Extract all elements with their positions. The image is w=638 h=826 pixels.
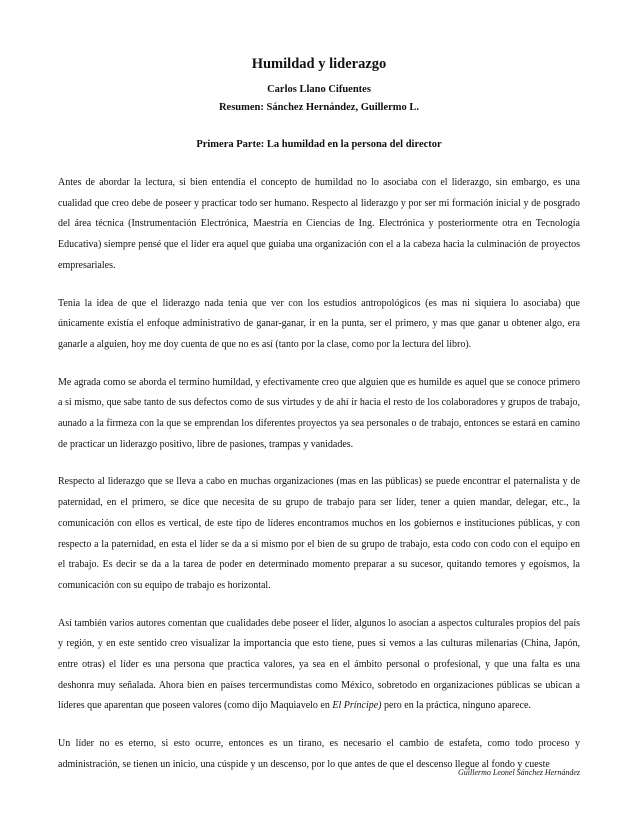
section-heading: Primera Parte: La humildad en la persona del director: [196, 139, 442, 150]
paragraph: Antes de abordar la lectura, si bien entendía el concepto de humildad no lo asociaba con el liderazgo, sin embargo, es una cualidad que creo debe de poseer y practicar todo ser humano. Respecto al liderazgo y por ser mi formación inicial y de posgrado del área técnica (Instrumentación Electrónica, Maestría en Ciencias de Ing. Electrónica y posteriormente otra en Tecnología Educativa) siempre pensé que el líder era aquel que guiaba una organización con el a la cabeza hacia la culminación de proyectos empresariales.: [58, 177, 580, 271]
paragraph: Respecto al liderazgo que se lleva a cabo en muchas organizaciones (mas en las públicas) se puede encontrar el paternalista y de paternidad, en el primero, se dice que necesita de su grupo de trabajo para ser líder, tener a quien mandar, delegar, etc., la comunicación con ellos es vertical, de este tipo de líderes encontramos muchos en los gobiernos e instituciones públicas, y con respecto a la paternidad, en esta el líder se da a si mismo por el bien de su grupo de trabajo, esta codo con codo con el equipo en el trabajo. Es decir se da a la tarea de poder en determinado momento preparar a su sucesor, quitando temores y egoísmos, la comunicación con su equipo de trabajo es horizontal.: [58, 476, 580, 591]
body-text: [58, 173, 580, 776]
book-title-emphasis: El Príncipe): [332, 700, 382, 712]
paragraph: Tenia la idea de que el liderazgo nada tenia que ver con los estudios antropológicos (es mas ni siquiera lo asociaba) que únicamente existía el enfoque administrativo de ganar-ganar, ir en la punta, ser el primero, y mas que ganar u obtener algo, era ganarle a alguien, hoy me doy cuenta de que no es así (tanto por la clase, como por la lectura del libro).: [58, 297, 580, 350]
document-title: Humildad y liderazgo: [251, 56, 387, 72]
author-line: Carlos Llano Cifuentes: [267, 84, 371, 95]
paragraph: Un líder no es eterno, si esto ocurre, entonces es un tirano, es necesario el cambio de estafeta, como todo proceso y administración, se tienen un inicio, una cúspide y un descenso, por lo que antes de que el descenso llegue al fondo y cueste: [58, 738, 580, 770]
paragraph: Me agrada como se aborda el termino humildad, y efectivamente creo que alguien que es humilde es aquel que se conoce primero a si mismo, que sabe tanto de sus defectos como de sus virtudes y de ahí ir hacia el resto de los colaboradores y grupos de trabajo, aunado a la firmeza con la que se emprendan los diferentes proyectos ya sea personales o de trabajo, entonces se estará en camino de practicar un liderazgo positivo, libre de pasiones, trampas y vanidades.: [58, 376, 580, 450]
paragraph-text: Así también varios autores comentan que cualidades debe poseer el líder, algunos lo asocian a aspectos culturales propios del país y región, y en este sentido creo visualizar la importancia que esto tiene, pues si vemos a las culturas milenarias (China, Japón, entre otras) el líder es una persona que practica valores, ya sea en el ámbito personal o profesional, y que una falta es una deshonra muy señalada. Ahora bien en países tercermundistas como México, sobretodo en organizaciones públicas se ubican a líderes que aparentan que poseen valores (como dijo Maquiavelo en: [58, 617, 580, 712]
summary-credit-line: Resumen: Sánchez Hernández, Guillermo L.: [218, 102, 420, 113]
page-footer: Guillermo Leonel Sánchez Hernández: [458, 768, 580, 777]
paragraph: [58, 614, 580, 718]
paragraph-text: pero en la práctica, ninguno aparece.: [381, 700, 531, 712]
